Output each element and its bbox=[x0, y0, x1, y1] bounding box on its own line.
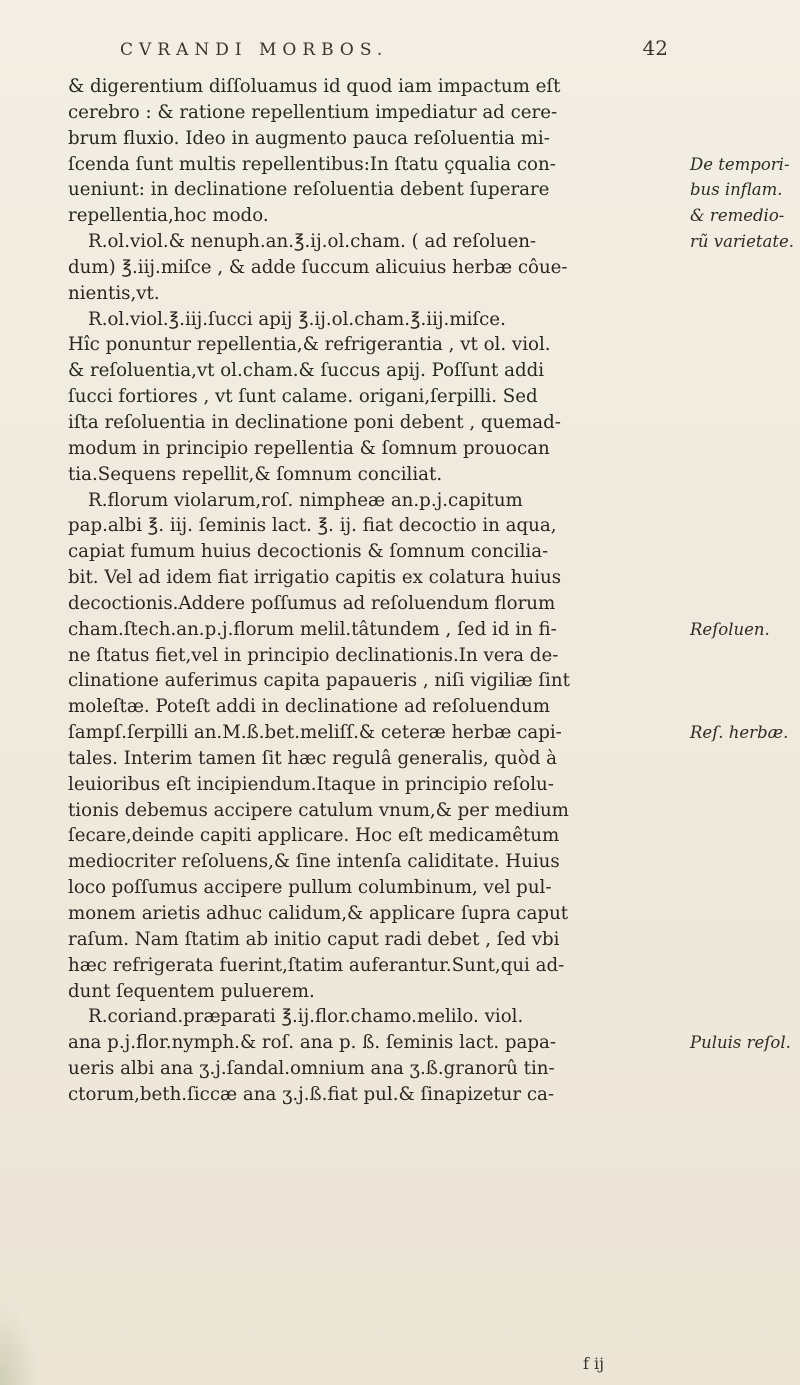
text-line: R.coriand.præparati ℥.ij.flor.chamo.melilo. viol. bbox=[88, 1006, 524, 1028]
text-line: moleſtæ. Poteſt addi in declinatione ad reſoluendum bbox=[68, 696, 550, 718]
text-line: monem arietis adhuc calidum,& applicare ſupra caput bbox=[68, 903, 569, 924]
text-line: ſucci fortiores , vt ſunt calame. origani,ſerpilli. Sed bbox=[68, 386, 538, 408]
text-line: ctorum,beth.ſiccæ ana ʒ.j.ß.fiat pul.& ſinapizetur ca- bbox=[68, 1083, 555, 1105]
margin-note: Reſ. herbæ. bbox=[690, 723, 789, 743]
text-line: dunt ſequentem puluerem. bbox=[68, 980, 315, 1002]
text-line: Hîc ponuntur repellentia,& refrigerantia , vt ol. viol. bbox=[68, 334, 551, 356]
margin-note: & remedio- bbox=[690, 206, 785, 226]
text-line: mediocriter reſoluens,& ſine intenſa caliditate. Huius bbox=[68, 851, 560, 873]
text-line: ana p.j.flor.nymph.& roſ. ana p. ß. ſeminis lact. papa- bbox=[68, 1032, 556, 1054]
text-line: & reſoluentia,vt ol.cham.& ſuccus apij. Poſſunt addi bbox=[68, 360, 545, 382]
text-line: brum fluxio. Ideo in augmento pauca reſoluentia mi- bbox=[68, 127, 550, 149]
text-line: & digerentium diſſoluamus id quod iam impactum eſt bbox=[68, 76, 561, 97]
text-line: hæc refrigerata fuerint,ſtatim auferantur.Sunt,qui ad- bbox=[68, 954, 565, 976]
text-line: ſcenda ſunt multis repellentibus:In ſtatu çqualia con- bbox=[68, 153, 556, 175]
text-line: cham.ſtech.an.p.j.florum melil.tâtundem , ſed id in fi- bbox=[68, 618, 557, 640]
text-line: loco poſſumus accipere pullum columbinum, vel pul- bbox=[68, 877, 552, 899]
text-line: ſecare,deinde capiti applicare. Hoc eſt medicamêtum bbox=[68, 825, 560, 847]
text-line: capiat fumum huius decoctionis & ſomnum concilia- bbox=[68, 541, 549, 563]
text-line: leuioribus eſt incipiendum.Itaque in principio reſolu- bbox=[68, 773, 554, 795]
text-line: raſum. Nam ſtatim ab initio caput radi debet , ſed vbi bbox=[68, 928, 560, 950]
text-line: pap.albi ℥. iij. ſeminis lact. ℥. ij. fiat decoctio in aqua, bbox=[68, 515, 557, 537]
text-line: iſta reſoluentia in declinatione poni debent , quemad- bbox=[68, 411, 561, 433]
text-line: decoctionis.Addere poſſumus ad reſoluendum florum bbox=[68, 592, 556, 614]
text-line: R.florum violarum,roſ. nimpheæ an.p.j.capitum bbox=[88, 489, 523, 511]
text-line: modum in principio repellentia & ſomnum prouocan bbox=[68, 437, 550, 459]
text-line: nientis,vt. bbox=[68, 282, 160, 304]
margin-note: rũ varietate. bbox=[690, 232, 794, 252]
text-line: ueniunt: in declinatione reſoluentia debent ſuperare bbox=[68, 179, 550, 201]
running-title: CVRANDI MORBOS. bbox=[120, 40, 389, 60]
text-line: R.ol.viol.& nenuph.an.℥.ij.ol.cham. ( ad reſoluen- bbox=[88, 231, 537, 253]
text-line: tia.Sequens repellit,& ſomnum conciliat. bbox=[68, 463, 443, 485]
catchword: f ij bbox=[583, 1354, 605, 1373]
text-line: R.ol.viol.℥.iij.ſucci apij ℥.ij.ol.cham.℥.iij.miſce. bbox=[88, 308, 506, 330]
text-line: tionis debemus accipere catulum vnum,& per medium bbox=[68, 799, 569, 821]
text-line: ſampſ.ſerpilli an.M.ß.bet.meliſſ.& ceteræ herbæ capi- bbox=[68, 722, 562, 744]
text-line: ueris albi ana ʒ.j.ſandal.omnium ana ʒ.ß.granorû tin- bbox=[68, 1058, 555, 1080]
page-number: 42 bbox=[642, 36, 668, 60]
text-line: cerebro : & ratione repellentium impediatur ad cere- bbox=[68, 101, 558, 123]
text-line: tales. Interim tamen ſit hæc regulâ generalis, quòd à bbox=[68, 747, 557, 769]
text-line: clinatione auferimus capita papaueris , niſi vigiliæ ſint bbox=[68, 670, 570, 692]
text-line: repellentia,hoc modo. bbox=[68, 205, 269, 227]
page-header bbox=[120, 36, 668, 70]
text-line: bit. Vel ad idem fiat irrigatio capitis ex colatura huius bbox=[68, 567, 562, 589]
margin-note: De tempori- bbox=[690, 154, 790, 174]
body-text bbox=[68, 74, 668, 1108]
paper-stain bbox=[0, 1300, 40, 1385]
margin-note: Puluis reſol. bbox=[690, 1033, 791, 1053]
text-line: dum) ℥.iij.miſce , & adde ſuccum alicuius herbæ côue- bbox=[68, 256, 568, 278]
margin-note: Reſoluen. bbox=[690, 619, 770, 639]
text-line: ne ſtatus fiet,vel in principio declinationis.In vera de- bbox=[68, 644, 559, 666]
margin-note: bus inflam. bbox=[690, 180, 783, 200]
